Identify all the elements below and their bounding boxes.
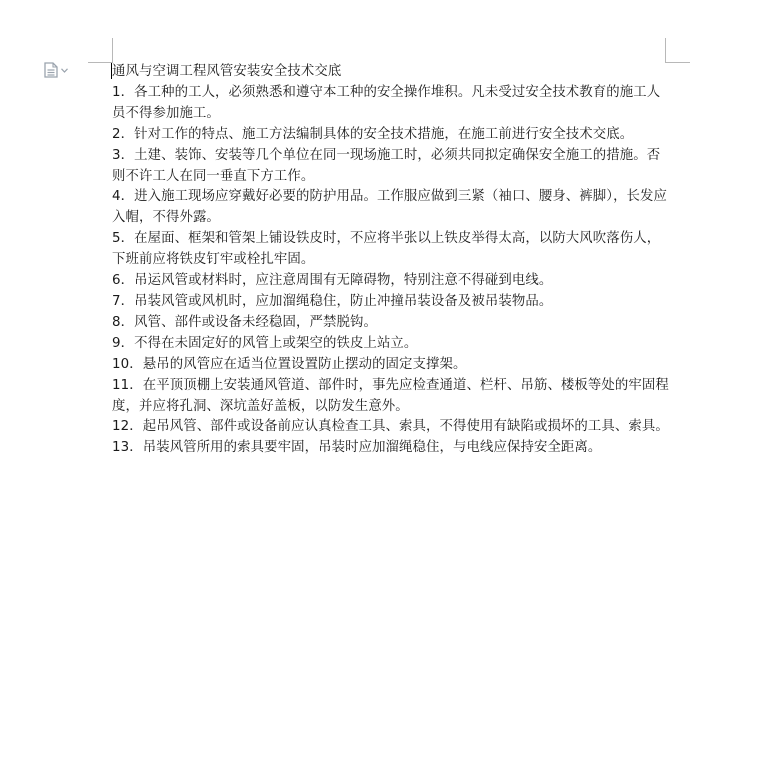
paragraph-options-button[interactable] xyxy=(44,61,76,79)
paragraph: 13．吊装风管所用的索具要牢固，吊装时应加溜绳稳住，与电线应保持安全距离。 xyxy=(112,440,602,456)
paragraph: 2．针对工作的特点、施工方法编制具体的安全技术措施，在施工前进行安全技术交底。 xyxy=(112,126,634,142)
paragraph: 9．不得在未固定好的风管上或架空的铁皮上站立。 xyxy=(112,335,418,351)
paragraph: 4．进入施工现场应穿戴好必要的防护用品。工作服应做到三紧（袖口、腰身、裤脚），长发应入帽，不得外露。 xyxy=(112,189,668,226)
paragraph: 3．土建、装饰、安装等几个单位在同一现场施工时，必须共同拟定确保安全施工的措施。否则不许工人在同一垂直下方工作。 xyxy=(112,147,661,184)
paragraph: 7．吊装风管或风机时，应加溜绳稳住，防止冲撞吊装设备及被吊装物品。 xyxy=(112,293,553,309)
document-body[interactable] xyxy=(112,62,672,459)
paragraph: 10．悬吊的风管应在适当位置设置防止摆动的固定支撑架。 xyxy=(112,356,467,372)
top-right-margin-mark xyxy=(665,38,690,63)
paragraph: 8．风管、部件或设备未经稳固，严禁脱钩。 xyxy=(112,314,377,330)
paragraph: 5．在屋面、框架和管架上铺设铁皮时，不应将半张以上铁皮举得太高，以防大风吹落伤人，下班前应将铁皮钉牢或栓扎牢固。 xyxy=(112,231,661,268)
paragraph: 12．起吊风管、部件或设备前应认真检查工具、索具，不得使用有缺陷或损坏的工具、索具。 xyxy=(112,419,669,435)
chevron-down-icon xyxy=(61,68,68,73)
paragraph: 11．在平顶顶棚上安装通风管道、部件时，事先应检查通道、栏杆、吊筋、楼板等处的牢固程度，并应将孔洞、深坑盖好盖板，以防发生意外。 xyxy=(112,377,669,414)
document-icon xyxy=(44,62,58,78)
top-left-margin-mark xyxy=(88,38,113,63)
paragraph: 6．吊运风管或材料时，应注意周围有无障碍物，特别注意不得碰到电线。 xyxy=(112,273,553,289)
document-title: 通风与空调工程风管安装安全技术交底 xyxy=(112,64,342,79)
paragraph: 1．各工种的工人，必须熟悉和遵守本工种的安全操作堆积。凡未受过安全技术教育的施工人员不得参加施工。 xyxy=(112,84,661,121)
